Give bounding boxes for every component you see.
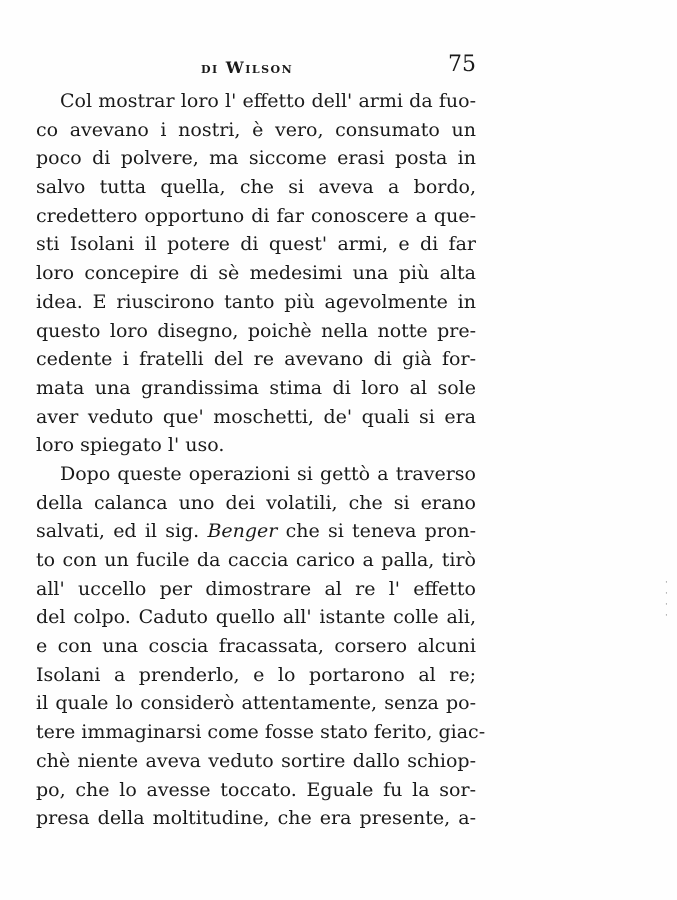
- text-line: loro concepire di sè medesimi una più alta: [36, 262, 476, 285]
- running-head: [36, 52, 476, 84]
- text-line: tere immaginarsi come fosse stato ferito, giac-: [36, 721, 486, 744]
- text-line: aver veduto que' moschetti, de' quali si era: [36, 405, 476, 428]
- text-line: questo loro disegno, poichè nella notte pre-: [36, 319, 476, 342]
- margin-binding-mark: · · · ·: [665, 578, 668, 621]
- text-line: il quale lo considerò attentamente, senza po-: [36, 692, 476, 715]
- body-text: [36, 87, 486, 833]
- text-line: credettero opportuno di far conoscere a que-: [36, 204, 476, 227]
- page-number: 75: [448, 52, 476, 77]
- text-line: po, che lo avesse toccato. Eguale fu la sor-: [36, 778, 476, 801]
- text-line: e con una coscia fracassata, corsero alcuni: [36, 635, 476, 658]
- running-title: di Wilson: [201, 58, 294, 77]
- text-line: della calanca uno dei volatili, che si erano: [36, 491, 476, 514]
- text-line: presa della moltitudine, che era presente, a-: [36, 807, 476, 830]
- text-line: poco di polvere, ma siccome erasi posta in: [36, 147, 476, 170]
- text-line: idea. E riuscirono tanto più agevolmente in: [36, 290, 476, 313]
- text-line: Isolani a prenderlo, e lo portarono al re;: [36, 663, 476, 686]
- text-line: loro spiegato l' uso.: [36, 434, 225, 457]
- text-line: to con un fucile da caccia carico a palla, tirò: [36, 549, 476, 571]
- italic-name: Benger: [207, 520, 278, 543]
- text-line: sti Isolani il potere di quest' armi, e di far: [36, 233, 476, 256]
- text-line: co avevano i nostri, è vero, consumato un: [36, 118, 476, 141]
- text-line: Col mostrar loro l' effetto dell' armi da fuo-: [60, 90, 476, 112]
- text-line: del colpo. Caduto quello all' istante colle ali,: [36, 606, 476, 629]
- text-line: chè niente aveva veduto sortire dallo schiop-: [36, 749, 476, 772]
- text-line: salvati, ed il sig. Benger che si teneva pron-: [36, 520, 476, 543]
- text-line: Dopo queste operazioni si gettò a traverso: [60, 462, 476, 485]
- text-line: salvo tutta quella, che si aveva a bordo,: [36, 176, 476, 199]
- text-line: mata una grandissima stima di loro al sole: [36, 376, 476, 399]
- text-line: all' uccello per dimostrare al re l' effetto: [36, 577, 476, 600]
- text-line: cedente i fratelli del re avevano di già for-: [36, 348, 476, 371]
